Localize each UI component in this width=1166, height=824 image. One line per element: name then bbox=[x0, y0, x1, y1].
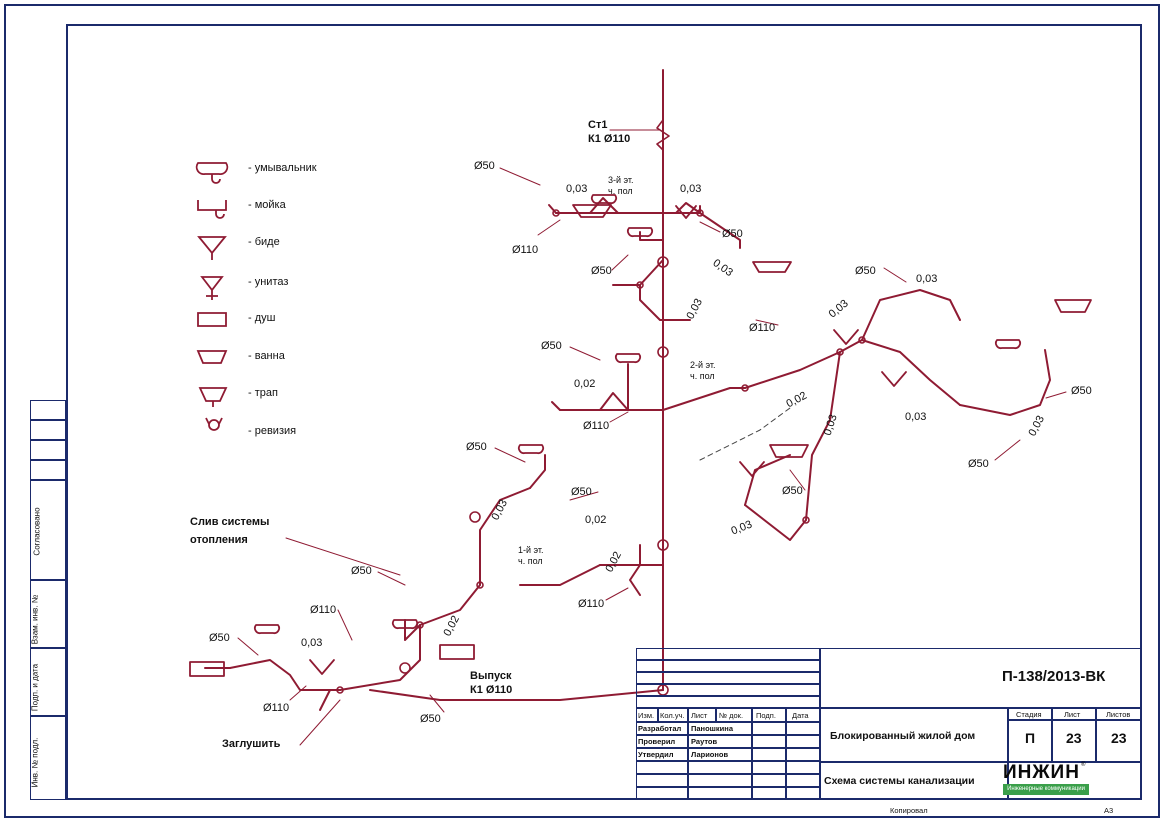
doc-code: П-138/2013-ВК bbox=[1002, 668, 1106, 685]
footer-format: A3 bbox=[1104, 806, 1114, 815]
diameter-label: Ø50 bbox=[466, 441, 487, 453]
stamp-date-cell bbox=[786, 722, 820, 735]
stamp-col-label: Подп. bbox=[756, 711, 776, 720]
stamp-role-cell bbox=[636, 774, 688, 787]
legend-label-inspection: - ревизия bbox=[248, 425, 297, 437]
company-logo bbox=[1003, 762, 1089, 796]
outlet-label-line2: К1 Ø110 bbox=[470, 684, 513, 696]
slope-label: 0,03 bbox=[729, 518, 754, 538]
object-title: Блокированный жилой дом bbox=[830, 730, 976, 742]
slope-label: 0,02 bbox=[603, 549, 625, 575]
stamp-role-cell bbox=[636, 787, 688, 800]
legend-label-floor-drain: - трап bbox=[248, 387, 278, 399]
slope-label: 0,03 bbox=[301, 637, 323, 649]
stamp-date-cell bbox=[786, 787, 820, 800]
diameter-label: Ø50 bbox=[782, 485, 803, 497]
meta-label-sheets: Листов bbox=[1106, 710, 1131, 719]
meta-label-sheet: Лист bbox=[1064, 710, 1081, 719]
floor-mark-3-line1: 3-й эт. bbox=[608, 175, 634, 185]
diameter-label: Ø50 bbox=[474, 160, 495, 172]
legend-label-washbasin: - умывальник bbox=[248, 162, 317, 174]
stamp-role-cell bbox=[636, 761, 688, 774]
stamp-sign-cell bbox=[752, 774, 786, 787]
floor-mark-1-line1: 1-й эт. bbox=[518, 545, 544, 555]
stamp-row bbox=[636, 672, 820, 684]
diameter-label: Ø110 bbox=[578, 598, 605, 610]
slope-label: 0,03 bbox=[680, 183, 702, 195]
slope-label: 0,03 bbox=[821, 412, 840, 438]
slope-label: 0,03 bbox=[916, 273, 938, 285]
left-cell bbox=[30, 460, 66, 480]
legend-label-toilet: - унитаз bbox=[248, 276, 289, 288]
legend-label-bathtub: - ванна bbox=[248, 350, 285, 362]
stamp-col-label: Дата bbox=[792, 711, 809, 720]
heating-drain-line1: Слив системы bbox=[190, 516, 270, 528]
diameter-label: Ø50 bbox=[351, 565, 372, 577]
left-label-inv: Инв. № подл. bbox=[30, 737, 40, 788]
stamp-date-cell bbox=[786, 748, 820, 761]
legend-label-bidet: - биде bbox=[248, 236, 280, 248]
footer-copied: Копировал bbox=[890, 806, 928, 815]
meta-value-stage: П bbox=[1025, 730, 1036, 746]
diameter-label: Ø50 bbox=[209, 632, 230, 644]
left-cell bbox=[30, 420, 66, 440]
stamp-role: Разработал bbox=[638, 724, 682, 733]
stamp-col-label: Изм. bbox=[638, 711, 655, 720]
stamp-sign-cell bbox=[752, 761, 786, 774]
slope-label: 0,02 bbox=[784, 389, 809, 411]
diameter-label: Ø110 bbox=[583, 420, 610, 432]
drawing-title: Схема системы канализации bbox=[824, 775, 975, 787]
stamp-sign-cell bbox=[752, 787, 786, 800]
stamp-sign-cell bbox=[752, 735, 786, 748]
meta-label-stage: Стадия bbox=[1016, 710, 1042, 719]
stamp-col-label: Лист bbox=[691, 711, 708, 720]
stamp-date-cell bbox=[786, 761, 820, 774]
stamp-name-cell bbox=[688, 761, 752, 774]
floor-mark-2-line1: 2-й эт. bbox=[690, 360, 716, 370]
stamp-row bbox=[636, 684, 820, 696]
stamp-col-label: Кол.уч. bbox=[660, 711, 685, 720]
slope-label: 0,02 bbox=[585, 514, 607, 526]
riser-label-line1: Ст1 bbox=[588, 119, 608, 131]
stamp-name-cell bbox=[688, 787, 752, 800]
floor-mark-2-line2: ч. пол bbox=[690, 371, 715, 381]
left-label-vzam: Взам. инв. № bbox=[30, 594, 40, 645]
stamp-sign-cell bbox=[752, 722, 786, 735]
diameter-label: Ø50 bbox=[722, 228, 743, 240]
diameter-label: Ø50 bbox=[420, 713, 441, 725]
slope-label: 0,02 bbox=[574, 378, 596, 390]
diameter-label: Ø50 bbox=[591, 265, 612, 277]
diameter-label: Ø50 bbox=[571, 486, 592, 498]
meta-value-sheet: 23 bbox=[1066, 730, 1082, 746]
stamp-col-label: № док. bbox=[719, 711, 744, 720]
stamp-role-name: Паношкина bbox=[691, 724, 733, 733]
floor-mark-1-line2: ч. пол bbox=[518, 556, 543, 566]
stamp-row bbox=[636, 648, 820, 660]
stamp-role: Проверил bbox=[638, 737, 676, 746]
slope-label: 0,03 bbox=[684, 296, 706, 322]
slope-label: 0,03 bbox=[489, 497, 511, 523]
legend-label-shower: - душ bbox=[248, 312, 276, 324]
stamp-role-name: Раутов bbox=[691, 737, 718, 746]
riser-label-line2: К1 Ø110 bbox=[588, 133, 631, 145]
diameter-label: Ø110 bbox=[749, 322, 776, 334]
stamp-date-cell bbox=[786, 774, 820, 787]
stamp-role-name: Ларионов bbox=[691, 750, 729, 759]
slope-label: 0,03 bbox=[905, 411, 927, 423]
outlet-label-line1: Выпуск bbox=[470, 670, 512, 682]
company-tagline: Инженерные коммуникации bbox=[1003, 784, 1089, 795]
stamp-date-cell bbox=[786, 735, 820, 748]
registered-mark-icon: ® bbox=[1081, 762, 1086, 768]
left-cell bbox=[30, 400, 66, 420]
legend-label-sink: - мойка bbox=[248, 199, 286, 211]
diameter-label: Ø50 bbox=[1071, 385, 1092, 397]
diameter-label: Ø110 bbox=[263, 702, 290, 714]
left-label-soglasovano: Согласовано bbox=[32, 507, 42, 556]
slope-label: 0,03 bbox=[826, 297, 851, 321]
slope-label: 0,03 bbox=[1026, 413, 1048, 439]
stamp-row bbox=[636, 660, 820, 672]
diameter-label: Ø50 bbox=[968, 458, 989, 470]
diameter-label: Ø110 bbox=[512, 244, 539, 256]
meta-value-sheets: 23 bbox=[1111, 730, 1127, 746]
stamp-sign-cell bbox=[752, 748, 786, 761]
stamp-name-cell bbox=[688, 774, 752, 787]
floor-mark-3-line2: ч. пол bbox=[608, 186, 633, 196]
stamp-role: Утвердил bbox=[638, 750, 674, 759]
heating-drain-line2: отопления bbox=[190, 534, 248, 546]
diameter-label: Ø50 bbox=[855, 265, 876, 277]
stamp-row bbox=[636, 696, 820, 708]
diameter-label: Ø110 bbox=[310, 604, 337, 616]
diameter-label: Ø50 bbox=[541, 340, 562, 352]
left-cell bbox=[30, 440, 66, 460]
left-label-podp: Подп. и дата bbox=[30, 663, 40, 712]
slope-label: 0,03 bbox=[710, 256, 735, 280]
company-name: ИНЖИН bbox=[1003, 762, 1080, 783]
plug-note: Заглушить bbox=[222, 738, 281, 750]
slope-label: 0,02 bbox=[441, 613, 463, 639]
slope-label: 0,03 bbox=[566, 183, 588, 195]
